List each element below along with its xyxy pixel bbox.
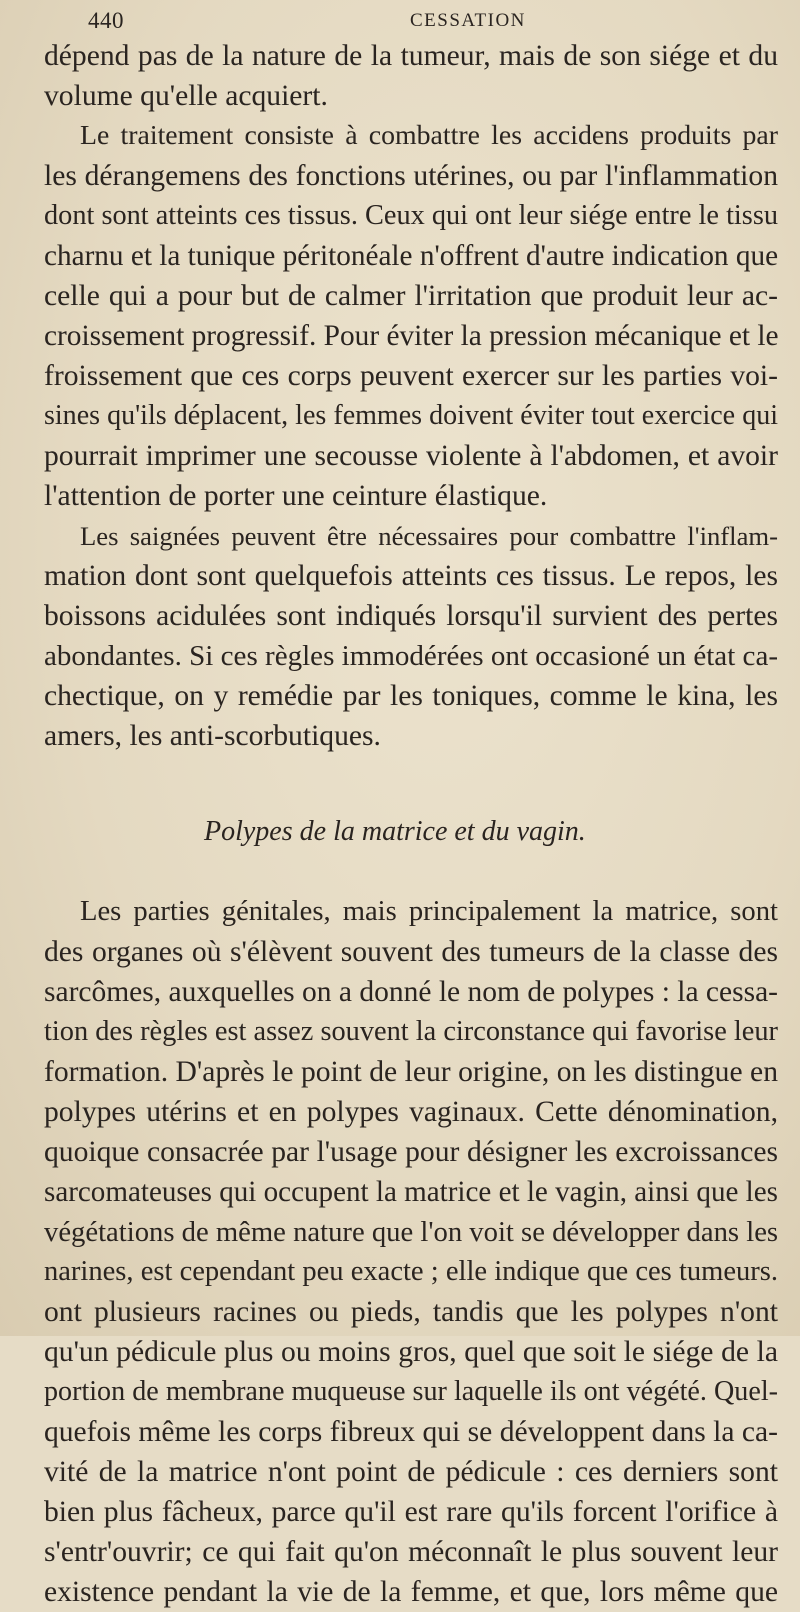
text-line: sarcômes, auxquelles on a donné le nom de polypes : la cessa- bbox=[44, 976, 778, 1008]
text-line: quefois même les corps fibreux qui se développent dans la ca- bbox=[44, 1416, 778, 1448]
paragraph-2 bbox=[44, 116, 778, 516]
text-line: des organes où s'élèvent souvent des tumeurs de la classe des bbox=[44, 936, 778, 968]
text-line: sines qu'ils déplacent, les femmes doivent éviter tout exercice qui bbox=[44, 400, 778, 431]
paragraph-3 bbox=[44, 516, 778, 756]
paragraph-4 bbox=[44, 892, 778, 1612]
text-line: bien plus fâcheux, parce qu'il est rare qu'ils forcent l'orifice à bbox=[44, 1496, 778, 1528]
text-line: pourrait imprimer une secousse violente à l'abdomen, et avoir bbox=[44, 440, 778, 472]
text-line: volume qu'elle acquiert. bbox=[44, 80, 328, 112]
paragraph-1 bbox=[44, 36, 778, 116]
text-line: dont sont atteints ces tissus. Ceux qui ont leur siége entre le tissu bbox=[44, 200, 778, 231]
text-line: végétations de même nature que l'on voit se développer dans les bbox=[44, 1216, 779, 1248]
page-number: 440 bbox=[88, 8, 124, 33]
text-line: amers, les anti-scorbutiques. bbox=[44, 720, 381, 752]
text-line: ont plusieurs racines ou pieds, tandis que les polypes n'ont bbox=[44, 1296, 778, 1328]
text-line: chectique, on y remédie par les toniques, comme le kina, les bbox=[44, 680, 778, 712]
text-line: Les parties génitales, mais principalement la matrice, sont bbox=[80, 896, 778, 927]
text-line: Le traitement consiste à combattre les accidens produits par bbox=[80, 120, 778, 151]
text-line: l'attention de porter une ceinture élastique. bbox=[44, 480, 548, 512]
text-line: polypes utérins et en polypes vaginaux. Cette dénomination, bbox=[44, 1096, 778, 1128]
text-line: boissons acidulées sont indiqués lorsqu'il survient des pertes bbox=[44, 600, 778, 632]
text-line: formation. D'après le point de leur origine, on les distingue en bbox=[44, 1056, 778, 1088]
body-text bbox=[44, 36, 778, 1612]
running-head bbox=[44, 6, 778, 36]
text-line: celle qui a pour but de calmer l'irritation que produit leur ac- bbox=[44, 280, 778, 312]
text-line: froissement que ces corps peuvent exercer sur les parties voi- bbox=[44, 360, 778, 392]
text-line: tion des règles est assez souvent la circonstance qui favorise leur bbox=[44, 1016, 778, 1047]
text-line: mation dont sont quelquefois atteints ces tissus. Le repos, les bbox=[44, 560, 778, 592]
text-line: sarcomateuses qui occupent la matrice et le vagin, ainsi que les bbox=[44, 1176, 778, 1208]
text-line: abondantes. Si ces règles immodérées ont occasioné un état ca- bbox=[44, 640, 778, 672]
text-line: vité de la matrice n'ont point de pédicule : ces derniers sont bbox=[44, 1456, 778, 1488]
text-line: Les saignées peuvent être nécessaires pour combattre l'inflam- bbox=[80, 521, 778, 551]
text-line: portion de membrane muqueuse sur laquelle ils ont végété. Quel- bbox=[44, 1376, 778, 1407]
text-line: dépend pas de la nature de la tumeur, mais de son siége et du bbox=[44, 40, 778, 72]
text-line: s'entr'ouvrir; ce qui fait qu'on méconnaît le plus souvent leur bbox=[44, 1536, 778, 1568]
text-line: les dérangemens des fonctions utérines, ou par l'inflammation bbox=[44, 160, 778, 192]
text-line: charnu et la tunique péritonéale n'offrent d'autre indication que bbox=[44, 240, 779, 272]
running-title: CESSATION bbox=[410, 10, 526, 31]
text-line: narines, est cependant peu exacte ; elle indique que ces tumeurs. bbox=[44, 1256, 778, 1287]
section-heading: Polypes de la matrice et du vagin. bbox=[204, 816, 586, 847]
text-line: qu'un pédicule plus ou moins gros, quel que soit le siége de la bbox=[44, 1336, 778, 1368]
text-line: existence pendant la vie de la femme, et que, lors même que bbox=[44, 1576, 778, 1608]
text-line: quoique consacrée par l'usage pour désigner les excroissances bbox=[44, 1136, 778, 1168]
text-line: croissement progressif. Pour éviter la pression mécanique et le bbox=[44, 320, 779, 352]
